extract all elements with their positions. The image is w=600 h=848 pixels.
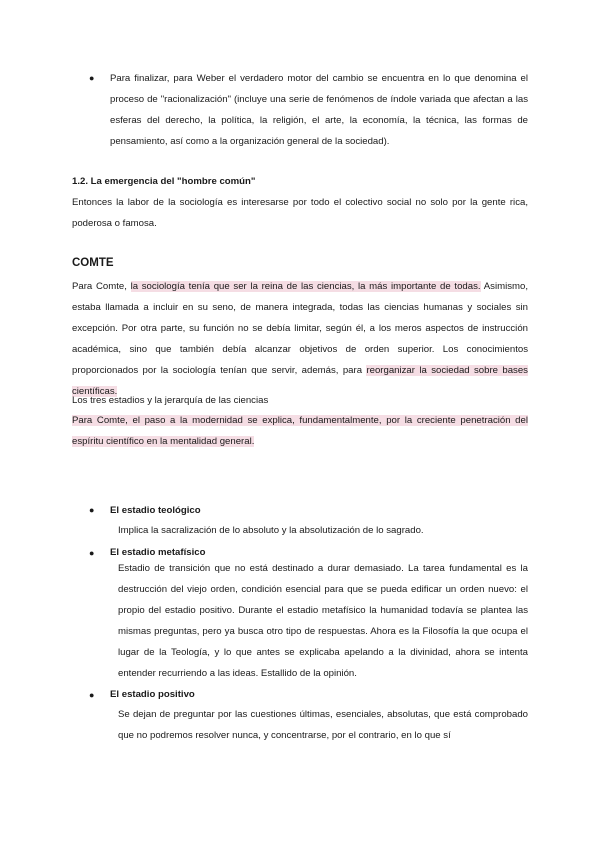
estadio-title: El estadio metafísico (110, 547, 206, 558)
intro-bullet-text: Para finalizar, para Weber el verdadero motor del cambio se encuentra en lo que denomina el proceso de "racionalización" (incluye una serie de fenómenos de índole variada que afectan a las esferas del derecho, la política, la religión, el arte, la economía, la técnica, las formas de pensamiento, así como a la organización general de la sociedad). (110, 73, 528, 147)
estadio-title: El estadio teológico (110, 505, 201, 516)
estadio-body: Estadio de transición que no está destinado a durar demasiado. La tarea fundamental es la destrucción del viejo orden, condición esencial para que se pueda edificar un orden nuevo: el propio del estadio positivo. Durante el estadio metafísico la humanidad todavía se plantea las mismas preguntas, pero ya busca otro tipo de respuestas. Ahora es la Filosofía la que ocupa el lugar de la Teología, y lo que antes se explicaba apelando a la divinidad, ahora se intenta entender recurriendo a las ideas. Estallido de la opinión. (118, 563, 528, 679)
estadio-body: Implica la sacralización de lo absoluto y la absolutización de lo sagrado. (118, 525, 424, 536)
comte-highlight-2: reorganizar la sociedad sobre bases científicas. (72, 365, 528, 397)
estadio-title: El estadio positivo (110, 689, 195, 700)
comte-text-middle: Asimismo, estaba llamada a incluir en su seno, de manera integrada, todas las ciencias humanas y sociales sin excepción. Por otra parte, su función no se debía limitar, según él, a los meros aspectos de instrucción académica, sino que también debía alcanzar objetivos de orden superior. Los conocimientos proporcionados por la sociología tenían que servir, además, para (72, 281, 528, 376)
estadio-body: Se dejan de preguntar por las cuestiones últimas, esenciales, absolutas, que está comprobado que no podremos resolver nunca, y concentrarse, por el contrario, en lo que sí (118, 709, 528, 741)
estadios-subheading: Los tres estadios y la jerarquía de las ciencias (72, 395, 269, 406)
estadios-intro-highlight: Para Comte, el paso a la modernidad se explica, fundamentalmente, por la creciente penetración del espíritu científico en la mentalidad general. (72, 415, 528, 447)
bullet-dot: ● (89, 548, 95, 558)
comte-heading: COMTE (72, 257, 114, 269)
bullet-dot: ● (89, 690, 95, 700)
section-1-2-body: Entonces la labor de la sociología es interesarse por todo el colectivo social no solo por la gente rica, poderosa o famosa. (72, 197, 528, 229)
comte-text-start: Para Comte, (72, 281, 127, 292)
comte-paragraph (72, 276, 528, 402)
estadios-intro (72, 410, 528, 452)
bullet-dot: ● (89, 73, 95, 83)
bullet-dot: ● (89, 505, 95, 515)
comte-highlight-1: la sociología tenía que ser la reina de las ciencias, la más importante de todas. (130, 281, 481, 292)
section-heading-1-2: 1.2. La emergencia del "hombre común" (72, 176, 256, 187)
